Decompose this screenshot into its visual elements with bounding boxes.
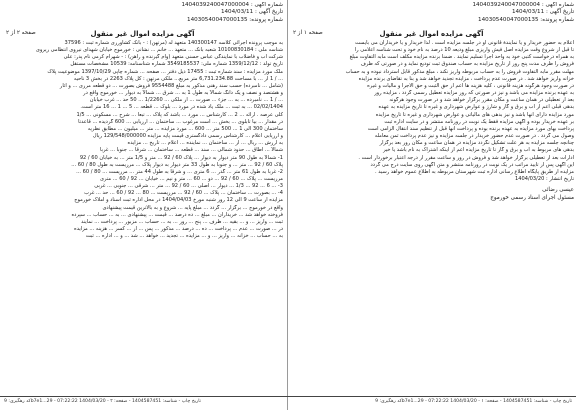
notice-column-left [2, 2, 283, 398]
text-line: ثبت ... واریز ... و ... بقیه ... ظرف ... پنج ... روز ... به ... حساب ... مزبور ... پرداخت ... نمایند [81, 218, 283, 225]
text-line: به موجب پرونده اجرائی کلاسه 140300147 متعهد له (مرتهن) : - بانک کشاورزی شماره ثبت : 37596 [64, 40, 283, 46]
notice-title: آگهی مزایده اموال غیر منقول [90, 30, 195, 38]
notice-number: شماره آگهی : 1404039240047000004 [181, 2, 283, 8]
text-line: 02/02/1404 ... به ثبت ... ملک یاد شده در مورد ... بلوک ... قطعه ... 5 ... 1 ... 16 متر است. [80, 104, 283, 111]
text-line: مورد مزایده دارای آنها باشد و نیز بدهی های مالیاتی و عوارض شهرداری و غیره تا تاریخ مزایده [375, 111, 574, 118]
text-line: مزایده از ساعت 9 الی 12 روز شنبه مورخ 1404/04/03 در محل اداره ثبت اسناد و املاک خورموج [74, 197, 283, 204]
notice-column-right [289, 2, 574, 398]
text-line: فروش را ظرف مدت پنج روز از تاریخ مزایده به حساب صندوق ثبت تودیع نماید و در صورتی که ظرف [360, 61, 574, 68]
text-line: این آگهی پس از تأیید مراتب در یک نوبت در روزنامه منتشر و متن آگهی روی سایت درج می گردد [370, 161, 574, 168]
notice-meta [2, 2, 283, 24]
case-number: شماره پرونده: 14030540047000135 [478, 16, 574, 23]
text-line: 1- شمالاً به طول 90 متر دیوار به دیوار ... پلاک 60 / 92 ... متر و 1/5 متر ... به خیابان 60 / 92 [79, 154, 283, 161]
column-divider [287, 0, 288, 410]
footer-left: کد رهگیری: 9b7e1...29 - 07:22:22 1404/03/20 - تاریخ چاپ - شناسه: 1404587451 - صفحه: ۲ [4, 399, 201, 404]
notice-number: شماره آگهی : 1404039240047000004 [472, 2, 574, 8]
text-line: فروخته خواهد شد ... خریداران ... مبلغ ... ده درصد ... قیمت ... پیشنهادی ... به ... حساب ... سپرده [71, 211, 283, 218]
text-line: اعلام به حضور خریدار و یا نمایندهٔ قانونی او در جلسه مزایده است . لذا خریدار و یا خریداران می بایست [355, 40, 574, 46]
text-line: تاریخ انتشار : 1404/03/20 [515, 175, 574, 182]
text-line: خزانه واریز خواهد شد . در صورت عدم پرداخت ، مزایده تجدید خواهد شد و بنا به تقاضای برنده مزایده [358, 75, 574, 82]
notice-meta [289, 2, 574, 24]
text-line: 3- ... 6 ... 92 ... 1/3 ... دیوار ... اصلی ... 60 / 92 ... متر ... شرقی ... جنوبی ... غربی [94, 183, 283, 190]
page-footer [0, 399, 576, 408]
text-line: ادارات بعد از تعطیلی برگزار خواهد شد و فروش در روز و ساعت مقرر از درجه اعتبار برخوردار است . [358, 154, 574, 161]
text-line: (شامل ... نامبرده) حسب سند رهنی مذکور به مبلغ 9554488 فروش بصورت ... دو قطعه مرزی ... و آثار [59, 82, 283, 89]
text-line: واقع در خورموج ... برگزار ... گردد ... مبلغ پایه ... شروع و به بالاترین قیمت پیشنهادی [102, 204, 283, 211]
text-line: شناسه ملی : 10100830184 شعبه بانک ... متعهد ... خانم ... نشانی : خورموج خیابان شهدای نیروی انتظامی زیروی [35, 47, 283, 54]
text-line: وصول می گردد . در صورت عدم حضور خریدار در جلسه مزایده و نیز عدم پرداخت ثمن معامله [374, 133, 574, 140]
text-line: به ارزش ... ریال ... از ... ساختمان ... نماینده ... اعلام ... تاریخ ... مزایده [127, 140, 283, 147]
text-line: چنانچه جلسه مزایده به هر علت تشکیل نگردد مزایده در همان ساعت و مکان روز بعد برگزار [379, 140, 574, 147]
text-line: در مقدار ... بیا تابلوی ... بخش ... است مرغوب ... ساختمان ... ارزیابی ... 600 گردیده ... قاعدتا [78, 118, 283, 125]
text-line: ... / 1 از ... با مساحت 6,731.234.88 متر مربع... ملکی مرتهن : کل پلاک 2263 در بخش 3 ناحیه [73, 75, 283, 82]
text-line: ساختمان 300 الی 1 ... 500 متر ... 600 ... مورد مزایده ... متر ... میلیون ... مطابق نظریه [87, 125, 283, 132]
text-line: در ... صورت ... عدم ... پرداخت ... ده ... درصد ... مذکور ... پس ... از ... کسر ... هزینه ... مزایده [74, 226, 283, 233]
text-line: شرکت آب و فاضلاب با نمایندگی عباس حسنی متعهد (وام گیرنده و راهن) : - شهرام کرمی نام پدر: علی [63, 54, 283, 61]
text-line: 2- غرباً به طول 61 متر ... گذر ... 6 متری ... و شرقاً به طول 44 متر ... مرزیست ... 80 / 60 ... [76, 168, 283, 175]
text-line: در صورت وجود هرگونه هزینه قانونی ، کلیه هزینه ها اعم از حق الثبت و حق الاجرا و مالیات و غیره [367, 82, 574, 89]
text-line: 4- ... بصورت ... ساختمان ... پلاک ... 60 / 92 ... مرزیست ... 80 ... 92 / 60 ... حد ... غرب [84, 190, 283, 197]
notice-title: آگهی مزایده اموال غیر منقول [379, 30, 484, 38]
footer-right: کد رهگیری: 9b7e1...29 - 07:22:22 1404/03/20 - تاریخ چاپ - شناسه: 1404587451 - صفحه: ۱ [375, 399, 572, 404]
footer-rule [0, 396, 576, 397]
page-number: صفحه ۲ از ۲ [6, 30, 36, 36]
signatory-name: عیسی رضائی [542, 187, 574, 194]
text-line: بدهی قبلی اعم از آب و برق و گاز و شارژ و عوارض شهرداری و غیره تا تاریخ مزایده به عهده [378, 104, 574, 111]
signatory-title: مسئول اجرای اسناد رسمی خورموج [490, 194, 574, 201]
notice-date: تاریخ آگهی : 1404/03/11 [511, 9, 574, 16]
notice-body [289, 40, 574, 183]
text-line: ملک مورد مزایده : سند شماره ثبت : 17455 ذیل دفتر ... صفحه ... شماره چاپی 1397/10/29 موضوعیت پلاک [47, 68, 283, 75]
text-line: تا قبل از شروع وقت مزایده اصل فیش واریزی مبلغ ودیعه 10 درصد به نام خود و تحت شناسه اعلامی را [354, 47, 574, 54]
text-line: پرداخت بهای مورد مزایده به عهده برنده بوده و پرداخت آنها قبل از تنظیم سند انتقال الزامی است [367, 125, 574, 132]
notice-date: تاریخ آگهی : 1404/03/11 [220, 9, 283, 16]
text-line: تاریخ تولد : 1359/12/12 شماره ملی: 3549185537 شماره شناسنامه: 10539 مشخصات مستقل [70, 61, 283, 68]
text-line: پلاک 60 / 92 ... متر ... و جنوباً به طول 33 متر دیوار به دیوار پلاک ... مرزیست به طول 80 / 60 ... [71, 161, 283, 168]
signature-block [289, 187, 574, 202]
text-line: بدهی های مربوط به آب و برق و گاز تا تاریخ مزایده اعم از اینکه اشتراک به نام باشد یا خیر [383, 147, 574, 154]
text-line: بعد از تعطیلی در همان ساعت و مکان مقرر برگزار خواهد شد و در صورت وجود هرگونه [389, 97, 574, 104]
text-line: بر عهده خریدار بوده و آگهی مزایده فقط یک نوبت در روزنامه منتشر و در سایت اداره ثبت [384, 118, 574, 125]
page-number: صفحه ۱ از ۲ [293, 30, 323, 36]
text-line: به عهده برنده مزایده می باشد و نیز در صورتی که روز مزایده تعطیل رسمی گردد ، مزایده روز [374, 90, 574, 97]
text-line: مزایده از طریق پایگاه اطلاع رسانی اداره ثبت شهرستان مربوطه به اطلاع عموم خواهد رسید . [375, 168, 574, 175]
text-line: به همراه درخواست کتبی خود به واحد اجرا تسلیم نمایند . ضمنا برنده مزایده مکلف است مابه التفاوت مبلغ [349, 54, 574, 61]
text-line: و ارزیابی اعلام ... کارشناس رسمی دادگستری قیمت پایه مزایده 129/548/000000 ریال [92, 133, 283, 140]
text-line: کلی عرصه . ارائه ... 2 ... کارشناس ... مورد ... باشد که پلاک ... تبعا ... شرح ... مسکونی ... 1/5 [76, 111, 283, 118]
notice-body [2, 40, 283, 240]
text-line: به ... حساب ... خزانه ... واریز ... و ... مزایده ... تجدید ... خواهد ... شد ... و ... اداره ... ثبت [85, 233, 283, 240]
case-number: شماره پرونده: 14030540047000135 [187, 16, 283, 23]
text-line: مرزیست ... پلاک ... 60 / 92 ... دو ... 60 ... متر و نیم ... خیابان ... 92 / 60 ... متری [100, 175, 283, 182]
text-line: و هشتصد و نصف و یک دانگ شمالاً به طول 1 به ... شرق ... شمالاً به دیوار ... خورموج واقع در [83, 90, 283, 97]
text-line: مهلت مقرر مابه التفاوت فروش را به حساب مربوطه واریز نکند ، مبلغ مذکور قابل استرداد نبوده و به حساب [345, 68, 574, 75]
text-line: ... / 1 ... نامبرده ... به ... جزء ... صورت ... از ملکی ... 1/2260 ... 50 حد ... غرب خیابان [89, 97, 283, 104]
text-line: شمالاً ... اطاق ... حدود شمالی ... سند ... قطعه ... ساختمان ... شرقاً ... جنوباً ... غرباً [100, 147, 283, 154]
